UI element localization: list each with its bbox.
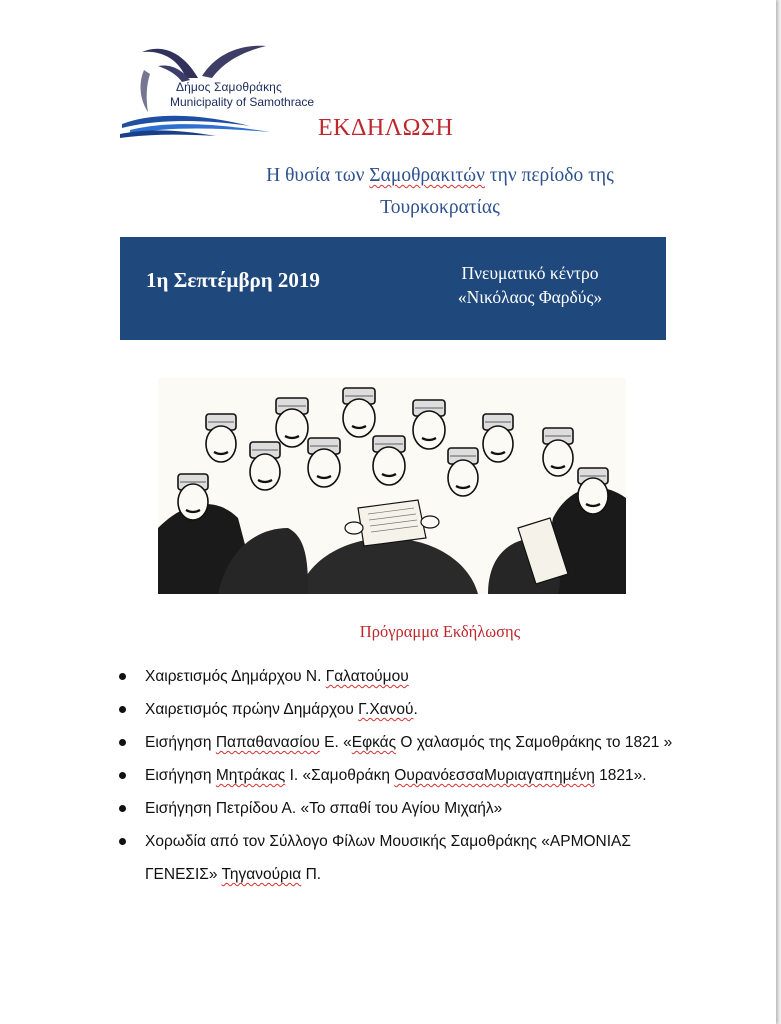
program-item-text: Εισήγηση bbox=[145, 767, 216, 784]
venue-line: «Νικόλαος Φαρδύς» bbox=[457, 287, 603, 307]
misspelled-word: Τηγανούρια bbox=[221, 866, 302, 883]
program-item bbox=[117, 693, 677, 726]
program-item-text: Εισήγηση Πετρίδου Α. «Το σπαθί του Αγίου Μιχαήλ» bbox=[145, 800, 503, 817]
bullet-icon bbox=[119, 673, 126, 680]
event-date: 1η Σεπτέμβρη 2019 bbox=[146, 268, 320, 292]
program-item-text: Εισήγηση bbox=[145, 734, 216, 751]
program-item bbox=[117, 660, 677, 693]
misspelled-word: Γ.Χανού bbox=[358, 701, 414, 718]
subtitle-text: Η θυσία των bbox=[266, 165, 370, 186]
program-item-text: Χαιρετισμός πρώην Δημάρχου bbox=[145, 701, 359, 718]
program-item-text: Χαιρετισμός Δημάρχου Ν. bbox=[145, 668, 326, 685]
misspelled-word: Εφκάς bbox=[351, 734, 397, 751]
event-info-banner bbox=[120, 237, 666, 340]
program-list bbox=[117, 660, 677, 891]
misspelled-word: Παπαθανασίου bbox=[215, 734, 320, 751]
subtitle-text: την περίοδο της bbox=[484, 165, 614, 186]
program-item-text: 1821». bbox=[594, 767, 647, 784]
group-of-men-engraving-icon bbox=[158, 378, 626, 594]
misspelled-word: Μητράκας bbox=[215, 767, 286, 784]
municipality-logo bbox=[120, 40, 320, 140]
event-venue bbox=[425, 261, 635, 309]
program-item-text: Ι. «Σαμοθράκη bbox=[285, 767, 395, 784]
bullet-icon bbox=[119, 706, 126, 713]
program-item-text: Π. bbox=[301, 866, 322, 883]
bullet-icon bbox=[119, 838, 126, 845]
bullet-icon bbox=[119, 772, 126, 779]
event-title: ΕΚΔΗΛΩΣΗ bbox=[318, 115, 454, 141]
event-subtitle bbox=[200, 160, 680, 224]
program-item-text: Ο χαλασμός της Σαμοθράκης το 1821 » bbox=[396, 734, 673, 751]
program-item-text: Ε. « bbox=[319, 734, 352, 751]
bullet-icon bbox=[119, 805, 126, 812]
program-item bbox=[117, 759, 677, 792]
program-title: Πρόγραμμα Εκδήλωσης bbox=[359, 622, 521, 641]
misspelled-word: Γαλατούμου bbox=[325, 668, 409, 685]
engraving-illustration-icon bbox=[158, 378, 626, 594]
program-item bbox=[117, 726, 677, 759]
subtitle-text: Τουρκοκρατίας bbox=[380, 197, 500, 218]
misspelled-word: ΟυρανόεσσαΜυριαγαπημένη bbox=[394, 767, 595, 784]
program-item-text: . bbox=[413, 701, 418, 718]
venue-line: Πνευματικό κέντρο bbox=[461, 263, 599, 283]
logo-name-english: Municipality of Samothrace bbox=[170, 95, 315, 109]
program-item bbox=[117, 792, 677, 825]
bullet-icon bbox=[119, 739, 126, 746]
logo-name-greek: Δήμος Σαμοθράκης bbox=[176, 80, 282, 94]
subtitle-misspelled-word: Σαμοθρακιτών bbox=[369, 165, 485, 186]
program-item-text: Χορωδία από τον Σύλλογο Φίλων Μουσικής Σαμοθράκης «ΑΡΜΟΝΙΑΣ ΓΕΝΕΣΙΣ» bbox=[145, 833, 631, 883]
program-item bbox=[117, 825, 677, 891]
